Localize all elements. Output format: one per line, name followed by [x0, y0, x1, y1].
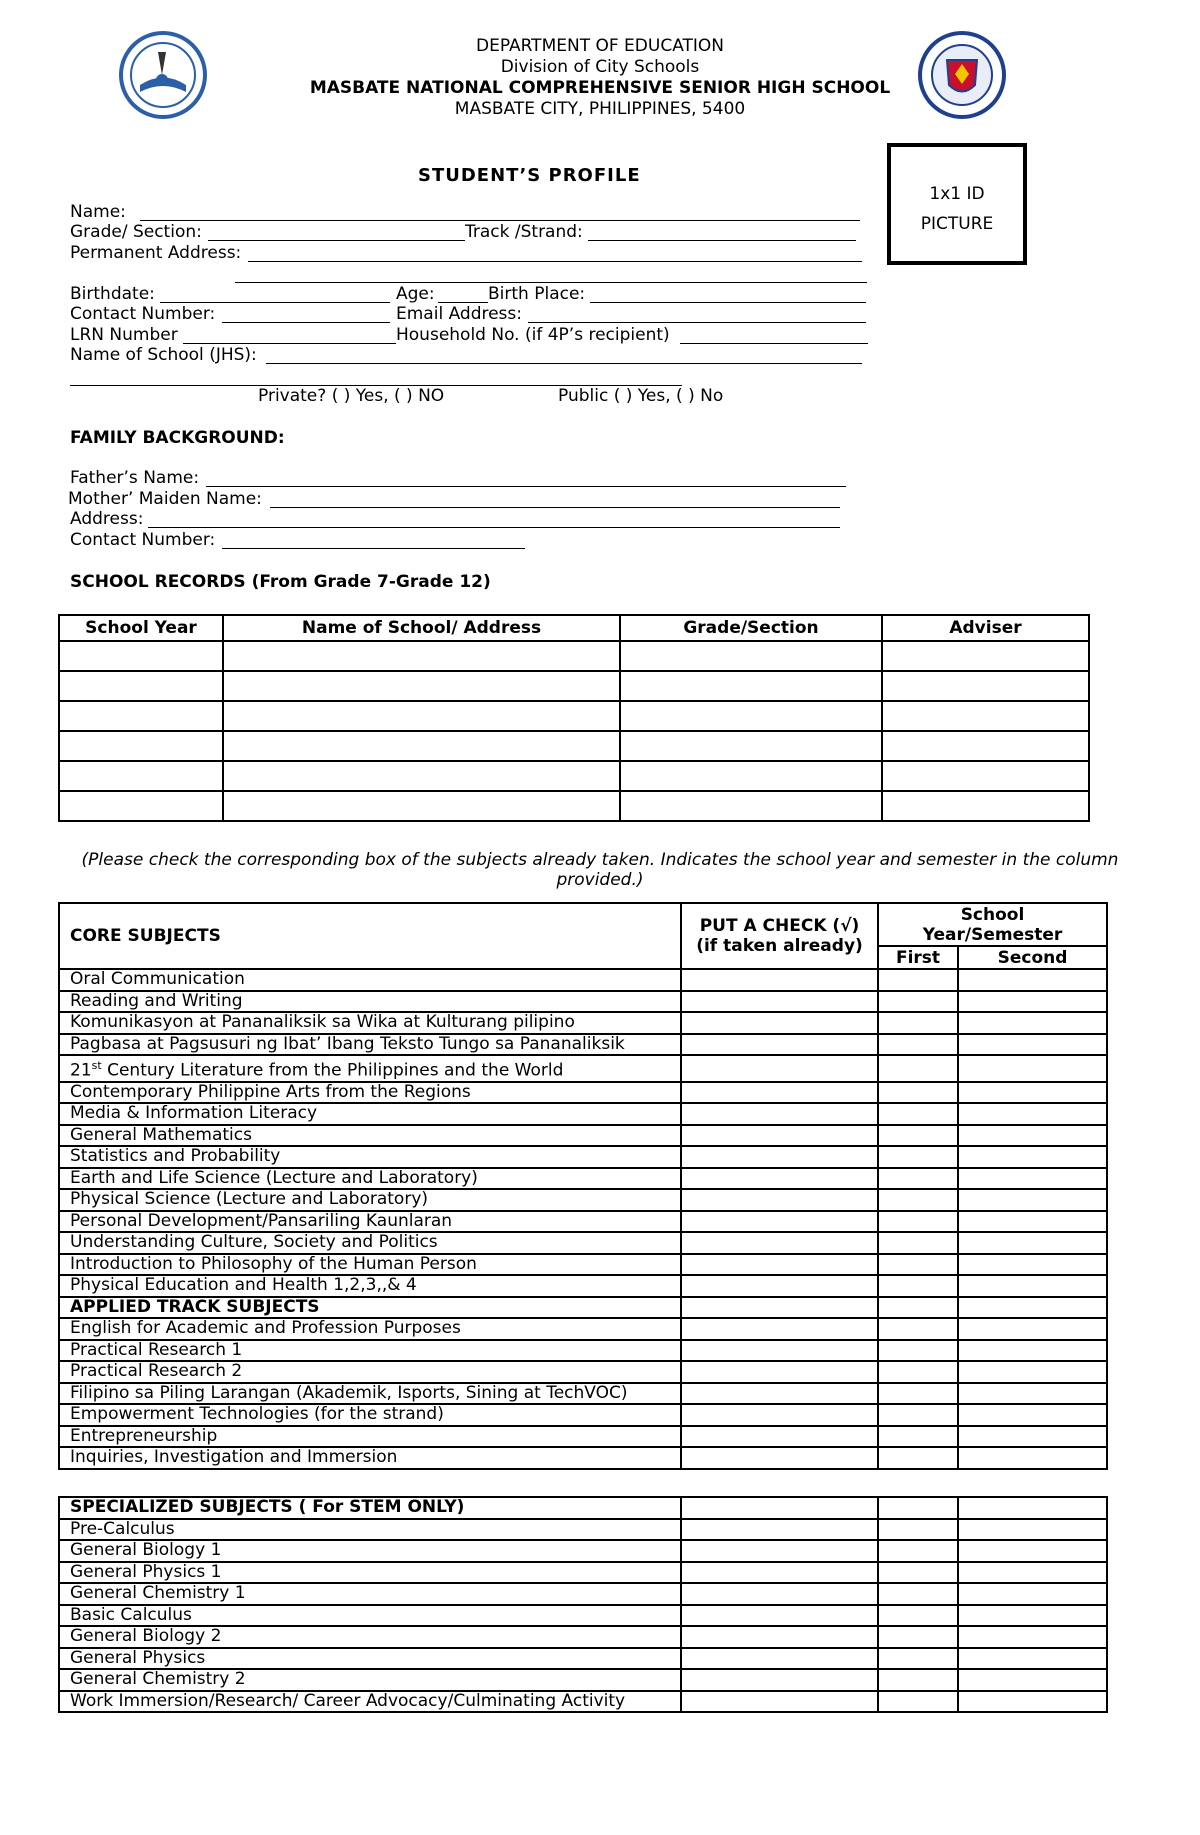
records-col-school-year: School Year: [59, 615, 223, 641]
core-subject-row: [59, 991, 1107, 1013]
applied-subject-row: [59, 1426, 1107, 1448]
check-cell[interactable]: [681, 1211, 878, 1233]
subject-name: Practical Research 2: [59, 1361, 681, 1383]
records-row: [59, 641, 1089, 671]
check-cell[interactable]: [681, 1648, 878, 1670]
applied-subject-row: [59, 1447, 1107, 1469]
first-semester-cell[interactable]: [878, 1125, 958, 1147]
second-semester-cell[interactable]: [958, 1146, 1107, 1168]
second-semester-cell[interactable]: [958, 1497, 1107, 1519]
birth-place-label: Birth Place:: [488, 284, 586, 304]
header: [0, 36, 1200, 120]
header-division: Division of City Schools: [500, 57, 700, 77]
birthdate-field[interactable]: [160, 302, 390, 303]
first-semester-cell[interactable]: [878, 1275, 958, 1297]
first-semester-cell[interactable]: [878, 969, 958, 991]
records-row: [59, 791, 1089, 821]
first-semester-cell[interactable]: [878, 1648, 958, 1670]
subject-name: Pre-Calculus: [59, 1519, 681, 1541]
records-row: [59, 671, 1089, 701]
first-semester-cell[interactable]: [878, 1340, 958, 1362]
second-semester-cell[interactable]: [958, 969, 1107, 991]
subject-name: Oral Communication: [59, 969, 681, 991]
first-semester-cell[interactable]: [878, 1497, 958, 1519]
second-semester-cell[interactable]: [958, 1562, 1107, 1584]
specialized-subject-row: [59, 1562, 1107, 1584]
subject-name: SPECIALIZED SUBJECTS ( For STEM ONLY): [59, 1497, 681, 1519]
second-semester-cell[interactable]: [958, 1211, 1107, 1233]
first-semester-cell[interactable]: [878, 1103, 958, 1125]
subject-name: Statistics and Probability: [59, 1146, 681, 1168]
grade-section-field[interactable]: [208, 240, 465, 241]
first-semester-cell[interactable]: [878, 1519, 958, 1541]
core-subject-row: [59, 1082, 1107, 1104]
core-subject-row: [59, 969, 1107, 991]
core-subject-row: [59, 1125, 1107, 1147]
first-semester-cell[interactable]: [878, 1168, 958, 1190]
check-cell[interactable]: [681, 1125, 878, 1147]
subject-name: Earth and Life Science (Lecture and Laboratory): [59, 1168, 681, 1190]
check-cell[interactable]: [681, 1426, 878, 1448]
subject-name: Filipino sa Piling Larangan (Akademik, Isports, Sining at TechVOC): [59, 1383, 681, 1405]
name-label: Name:: [70, 202, 126, 222]
second-semester-cell[interactable]: [958, 1691, 1107, 1713]
second-semester-cell[interactable]: [958, 1519, 1107, 1541]
contact-number-label: Contact Number:: [70, 304, 216, 324]
core-subject-row: [59, 1232, 1107, 1254]
first-semester-cell[interactable]: [878, 1583, 958, 1605]
first-semester-cell[interactable]: [878, 1691, 958, 1713]
check-cell[interactable]: [681, 1297, 878, 1319]
subject-name: Understanding Culture, Society and Politics: [59, 1232, 681, 1254]
first-semester-cell[interactable]: [878, 1605, 958, 1627]
first-semester-cell[interactable]: [878, 1669, 958, 1691]
specialized-heading-row: [59, 1497, 1107, 1519]
contact-number-field[interactable]: [222, 322, 390, 323]
page-title: STUDENT’S PROFILE: [418, 165, 641, 186]
second-semester-cell[interactable]: [958, 1626, 1107, 1648]
email-field[interactable]: [528, 322, 866, 323]
check-cell[interactable]: [681, 1318, 878, 1340]
subject-name: Work Immersion/Research/ Career Advocacy/Culminating Activity: [59, 1691, 681, 1713]
second-semester-cell[interactable]: [958, 1275, 1107, 1297]
second-semester-cell[interactable]: [958, 1318, 1107, 1340]
subject-name: Entrepreneurship: [59, 1426, 681, 1448]
check-cell[interactable]: [681, 1583, 878, 1605]
subject-name: Komunikasyon at Pananaliksik sa Wika at Kulturang pilipino: [59, 1012, 681, 1034]
applied-subject-row: [59, 1361, 1107, 1383]
check-cell[interactable]: [681, 1404, 878, 1426]
family-contact-field[interactable]: [222, 548, 525, 549]
first-semester-cell[interactable]: [878, 1426, 958, 1448]
specialized-subject-row: [59, 1669, 1107, 1691]
records-col-school-address: Name of School/ Address: [223, 615, 620, 641]
check-cell[interactable]: [681, 1034, 878, 1056]
first-semester-cell[interactable]: [878, 991, 958, 1013]
subject-name: 21st Century Literature from the Philippines and the World: [59, 1055, 681, 1082]
second-semester-cell[interactable]: [958, 1426, 1107, 1448]
records-row: [59, 701, 1089, 731]
check-cell[interactable]: [681, 1669, 878, 1691]
second-semester-cell[interactable]: [958, 1447, 1107, 1469]
subject-name: General Chemistry 2: [59, 1669, 681, 1691]
check-cell[interactable]: [681, 1189, 878, 1211]
subject-name: Physical Science (Lecture and Laboratory): [59, 1189, 681, 1211]
check-cell[interactable]: [681, 1383, 878, 1405]
records-col-adviser: Adviser: [882, 615, 1089, 641]
subject-name: Contemporary Philippine Arts from the Regions: [59, 1082, 681, 1104]
first-semester-cell[interactable]: [878, 1034, 958, 1056]
subject-name: General Biology 1: [59, 1540, 681, 1562]
specialized-subject-row: [59, 1540, 1107, 1562]
core-subject-row: [59, 1055, 1107, 1082]
check-cell[interactable]: [681, 1055, 878, 1082]
records-header-row: [59, 615, 1089, 641]
school-jhs-field[interactable]: [266, 363, 862, 364]
check-cell[interactable]: [681, 1254, 878, 1276]
check-cell[interactable]: [681, 1497, 878, 1519]
first-semester-header: First: [878, 946, 958, 969]
core-subject-row: [59, 1012, 1107, 1034]
first-semester-cell[interactable]: [878, 1447, 958, 1469]
specialized-subject-row: [59, 1605, 1107, 1627]
second-semester-cell[interactable]: [958, 1605, 1107, 1627]
check-header: PUT A CHECK (√) (if taken already): [681, 903, 878, 969]
second-semester-cell[interactable]: [958, 1232, 1107, 1254]
birthdate-label: Birthdate:: [70, 284, 155, 304]
applied-subject-row: [59, 1340, 1107, 1362]
subject-name: APPLIED TRACK SUBJECTS: [59, 1297, 681, 1319]
specialized-subjects-table: [58, 1496, 1108, 1713]
header-address: MASBATE CITY, PHILIPPINES, 5400: [454, 99, 746, 119]
core-subject-row: [59, 1103, 1107, 1125]
first-semester-cell[interactable]: [878, 1383, 958, 1405]
check-cell[interactable]: [681, 1275, 878, 1297]
subject-name: Pagbasa at Pagsusuri ng Ibat’ Ibang Teksto Tungo sa Pananaliksik: [59, 1034, 681, 1056]
father-field[interactable]: [206, 486, 846, 487]
age-field[interactable]: [438, 302, 488, 303]
second-semester-cell[interactable]: [958, 1034, 1107, 1056]
check-cell[interactable]: [681, 1232, 878, 1254]
track-strand-field[interactable]: [588, 240, 856, 241]
subject-name: General Physics: [59, 1648, 681, 1670]
check-cell[interactable]: [681, 1562, 878, 1584]
subject-name: English for Academic and Profession Purposes: [59, 1318, 681, 1340]
mother-label: Mother’ Maiden Name:: [68, 489, 262, 509]
header-department: DEPARTMENT OF EDUCATION: [475, 36, 724, 56]
subject-name: General Chemistry 1: [59, 1583, 681, 1605]
records-heading: SCHOOL RECORDS (From Grade 7-Grade 12): [70, 572, 491, 592]
check-cell[interactable]: [681, 1519, 878, 1541]
family-heading: FAMILY BACKGROUND:: [70, 428, 285, 448]
core-subject-row: [59, 1275, 1107, 1297]
subjects-header-row-1: [59, 903, 1107, 946]
check-cell[interactable]: [681, 1605, 878, 1627]
subject-name: Empowerment Technologies (for the strand): [59, 1404, 681, 1426]
second-semester-cell[interactable]: [958, 1648, 1107, 1670]
second-semester-cell[interactable]: [958, 1361, 1107, 1383]
check-cell[interactable]: [681, 1691, 878, 1713]
check-cell[interactable]: [681, 1626, 878, 1648]
check-cell[interactable]: [681, 1340, 878, 1362]
subject-name: Media & Information Literacy: [59, 1103, 681, 1125]
subject-name: General Biology 2: [59, 1626, 681, 1648]
second-semester-cell[interactable]: [958, 1189, 1107, 1211]
second-semester-cell[interactable]: [958, 1254, 1107, 1276]
core-subjects-table: [58, 902, 1108, 1470]
applied-subject-row: [59, 1404, 1107, 1426]
subject-name: Personal Development/Pansariling Kaunlaran: [59, 1211, 681, 1233]
first-semester-cell[interactable]: [878, 1361, 958, 1383]
second-semester-cell[interactable]: [958, 1125, 1107, 1147]
name-field[interactable]: [140, 220, 860, 221]
subject-name: Inquiries, Investigation and Immersion: [59, 1447, 681, 1469]
records-row: [59, 761, 1089, 791]
core-subject-row: [59, 1146, 1107, 1168]
id-picture-line1: 1x1 ID: [929, 184, 985, 204]
specialized-subject-row: [59, 1583, 1107, 1605]
first-semester-cell[interactable]: [878, 1232, 958, 1254]
second-semester-cell[interactable]: [958, 991, 1107, 1013]
first-semester-cell[interactable]: [878, 1189, 958, 1211]
applied-subject-row: [59, 1383, 1107, 1405]
core-subject-row: [59, 1034, 1107, 1056]
core-subjects-heading: CORE SUBJECTS: [59, 903, 681, 969]
permanent-address-field-2[interactable]: [235, 282, 867, 283]
family-contact-label: Contact Number:: [70, 530, 216, 550]
lrn-label: LRN Number: [70, 325, 178, 345]
check-cell[interactable]: [681, 1012, 878, 1034]
email-label: Email Address:: [396, 304, 522, 324]
private-option[interactable]: Private? ( ) Yes, ( ) NO: [258, 386, 445, 406]
header-school-name: MASBATE NATIONAL COMPREHENSIVE SENIOR HIGH SCHOOL: [309, 78, 891, 98]
subject-name: Physical Education and Health 1,2,3,,& 4: [59, 1275, 681, 1297]
subject-name: General Physics 1: [59, 1562, 681, 1584]
core-subject-row: [59, 1254, 1107, 1276]
subject-name: Introduction to Philosophy of the Human Person: [59, 1254, 681, 1276]
second-semester-cell[interactable]: [958, 1340, 1107, 1362]
check-cell[interactable]: [681, 969, 878, 991]
specialized-subject-row: [59, 1519, 1107, 1541]
second-semester-cell[interactable]: [958, 1583, 1107, 1605]
first-semester-cell[interactable]: [878, 1562, 958, 1584]
second-semester-header: Second: [958, 946, 1107, 969]
lrn-field[interactable]: [183, 343, 396, 344]
mother-field[interactable]: [270, 507, 840, 508]
second-semester-cell[interactable]: [958, 1669, 1107, 1691]
subject-name: General Mathematics: [59, 1125, 681, 1147]
second-semester-cell[interactable]: [958, 1404, 1107, 1426]
permanent-address-field[interactable]: [248, 261, 862, 262]
id-picture-line2: PICTURE: [920, 214, 994, 234]
check-cell[interactable]: [681, 1447, 878, 1469]
family-address-label: Address:: [70, 509, 144, 529]
specialized-subject-row: [59, 1626, 1107, 1648]
first-semester-cell[interactable]: [878, 1211, 958, 1233]
first-semester-cell[interactable]: [878, 1055, 958, 1082]
check-cell[interactable]: [681, 991, 878, 1013]
first-semester-cell[interactable]: [878, 1012, 958, 1034]
core-subject-row: [59, 1211, 1107, 1233]
age-label: Age:: [396, 284, 435, 304]
school-year-semester-header: School Year/Semester: [878, 903, 1107, 946]
first-semester-cell[interactable]: [878, 1146, 958, 1168]
check-cell[interactable]: [681, 1082, 878, 1104]
birth-place-field[interactable]: [590, 302, 866, 303]
second-semester-cell[interactable]: [958, 1383, 1107, 1405]
subject-name: Practical Research 1: [59, 1340, 681, 1362]
father-label: Father’s Name:: [70, 468, 200, 488]
first-semester-cell[interactable]: [878, 1254, 958, 1276]
check-cell[interactable]: [681, 1168, 878, 1190]
second-semester-cell[interactable]: [958, 1297, 1107, 1319]
instruction-text: (Please check the corresponding box of the subjects already taken. Indicates the school year and semester in the column provided.): [81, 850, 1119, 890]
core-subject-row: [59, 1168, 1107, 1190]
second-semester-cell[interactable]: [958, 1168, 1107, 1190]
school-records-table: [58, 614, 1090, 822]
second-semester-cell[interactable]: [958, 1012, 1107, 1034]
check-cell[interactable]: [681, 1103, 878, 1125]
specialized-subject-row: [59, 1691, 1107, 1713]
household-label: Household No. (if 4P’s recipient): [396, 325, 670, 345]
records-col-grade-section: Grade/Section: [620, 615, 882, 641]
family-address-field[interactable]: [148, 527, 840, 528]
school-jhs-label: Name of School (JHS):: [70, 345, 257, 365]
first-semester-cell[interactable]: [878, 1626, 958, 1648]
track-strand-label: Track /Strand:: [465, 222, 583, 242]
grade-section-label: Grade/ Section:: [70, 222, 202, 242]
check-cell[interactable]: [681, 1540, 878, 1562]
first-semester-cell[interactable]: [878, 1404, 958, 1426]
records-row: [59, 731, 1089, 761]
first-semester-cell[interactable]: [878, 1540, 958, 1562]
first-semester-cell[interactable]: [878, 1082, 958, 1104]
subject-name: Reading and Writing: [59, 991, 681, 1013]
second-semester-cell[interactable]: [958, 1103, 1107, 1125]
household-field[interactable]: [680, 343, 868, 344]
public-option[interactable]: Public ( ) Yes, ( ) No: [558, 386, 724, 406]
applied-heading-row: [59, 1297, 1107, 1319]
specialized-subject-row: [59, 1648, 1107, 1670]
second-semester-cell[interactable]: [958, 1540, 1107, 1562]
first-semester-cell[interactable]: [878, 1318, 958, 1340]
check-cell[interactable]: [681, 1361, 878, 1383]
permanent-address-label: Permanent Address:: [70, 243, 242, 263]
id-picture-box: [887, 143, 1027, 265]
core-subject-row: [59, 1189, 1107, 1211]
second-semester-cell[interactable]: [958, 1082, 1107, 1104]
applied-subject-row: [59, 1318, 1107, 1340]
check-cell[interactable]: [681, 1146, 878, 1168]
first-semester-cell[interactable]: [878, 1297, 958, 1319]
subject-name: Basic Calculus: [59, 1605, 681, 1627]
second-semester-cell[interactable]: [958, 1055, 1107, 1082]
